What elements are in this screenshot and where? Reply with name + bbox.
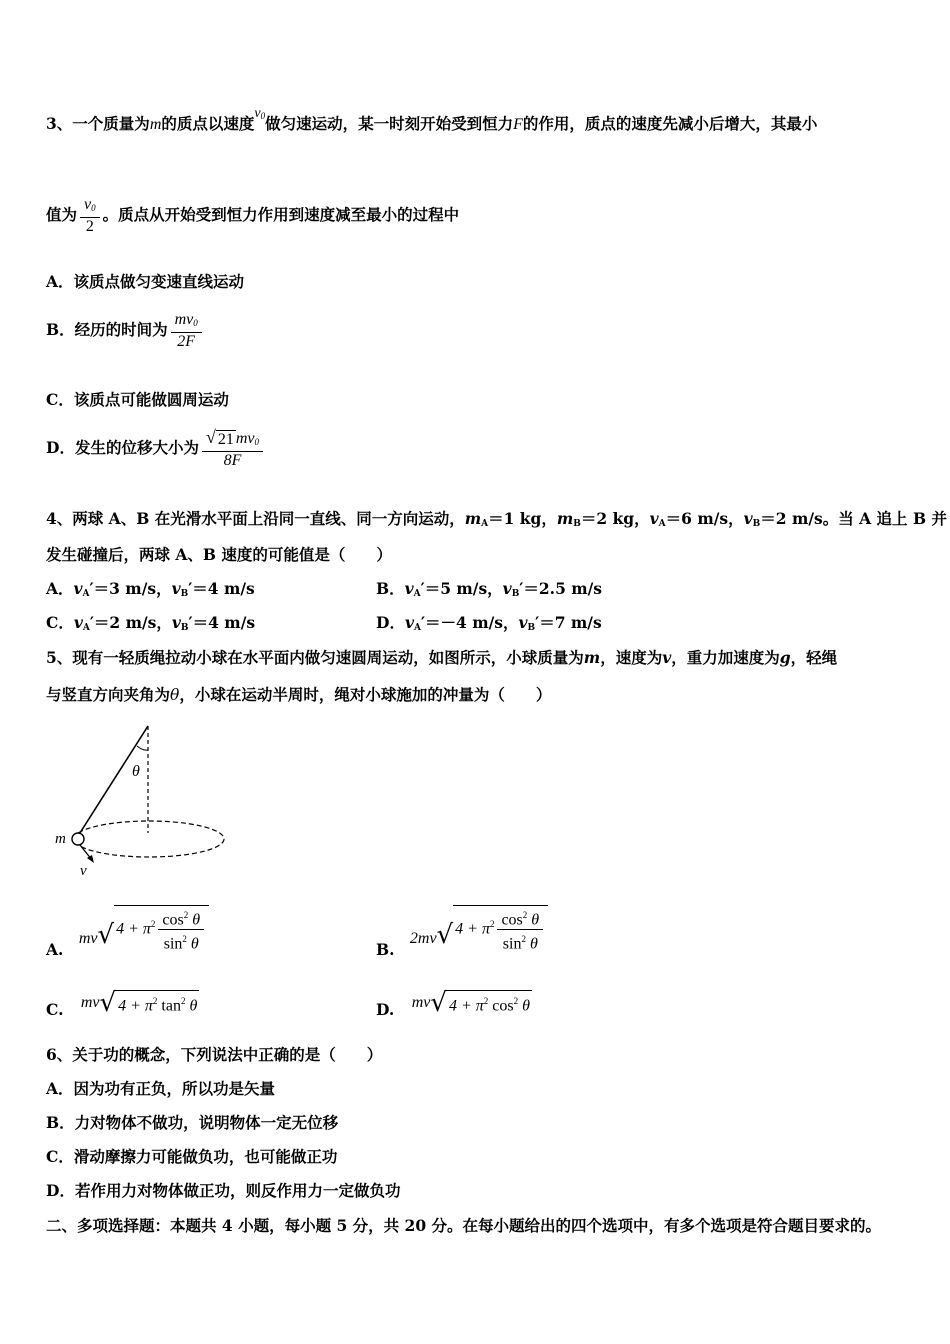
q4-option-d: D．$v_A'=-4$ m/s，$v_B'=7$ m/s	[376, 613, 602, 633]
rope	[78, 726, 148, 836]
q3-stem-line1: 3、一个质量为m的质点以速度$v_0$做匀速运动，某一时刻开始受到恒力F的作用，质点的速度先减小后增大，其最小	[46, 106, 818, 133]
q3-stem-line2: 值为 $\frac{v_0}{2}$ 。质点从开始受到恒力作用到速度减至最小的过程中	[46, 196, 460, 235]
v0-half-fraction: $\frac{v_0}{2}$	[80, 196, 100, 236]
q4-stem-line2: 发生碰撞后，两球 A、B 速度的可能值是（ ）	[46, 545, 392, 564]
q5-option-b: B. 2mv√ $4 + \pi^2$ $\frac{\cos^2 \theta}{\sin^2 \theta}$	[376, 905, 548, 954]
q5-option-c: C. mv√ $4 + \pi^2$ $\tan^2 \theta$	[46, 988, 198, 1020]
theta-label: θ	[132, 763, 140, 780]
q5-option-d: D. mv√ $4 + \pi^2$ $\cos^2 \theta$	[376, 988, 530, 1020]
q5-option-a: A. mv√ $4 + \pi^2$ $\frac{\cos^2 \theta}{\sin^2 \theta}$	[46, 905, 209, 954]
conical-pendulum-figure	[50, 718, 240, 883]
q6-option-d: D．若作用力对物体做正功，则反作用力一定做负功	[46, 1181, 401, 1200]
mass-label: m	[55, 831, 66, 847]
time-fraction: $\frac{mv_0}{2F}$	[171, 311, 202, 351]
q6-stem: 6、关于功的概念，下列说法中正确的是（ ）	[46, 1045, 383, 1064]
ball	[72, 833, 84, 845]
q5-stem-line1: 5、现有一轻质绳拉动小球在水平面内做匀速圆周运动，如图所示，小球质量为m，速度为v，重力加速度为g，轻绳	[46, 648, 838, 667]
q4-option-a: A．$v_A'=3$ m/s，$v_B'=4$ m/s	[46, 579, 255, 599]
velocity-arrowhead	[87, 855, 94, 863]
q6-option-c: C．滑动摩擦力可能做负功，也可能做正功	[46, 1147, 338, 1166]
angle-arc	[137, 746, 148, 750]
q6-option-b: B．力对物体不做功，说明物体一定无位移	[46, 1113, 339, 1132]
q3-option-c: C．该质点可能做圆周运动	[46, 390, 229, 409]
displacement-fraction: $\frac{√ 21 mv_0}{8F}$	[202, 428, 263, 470]
q3-option-d: D．发生的位移大小为 $\frac{√ 21 mv_0}{8F}$	[46, 428, 266, 470]
section-2-heading: 二、多项选择题：本题共 4 小题，每小题 5 分，共 20 分。在每小题给出的四个选项中，有多个选项是符合题目要求的。	[46, 1216, 882, 1235]
q5-stem-line2: 与竖直方向夹角为θ，小球在运动半周时，绳对小球施加的冲量为（ ）	[46, 685, 552, 704]
q4-option-c: C．$v_A'=2$ m/s，$v_B'=4$ m/s	[46, 613, 256, 633]
q4-stem-line1: 4、两球 A、B 在光滑水平面上沿同一直线、同一方向运动，$m_A=1$ kg，$m_B=2$ kg，$v_A=6$ m/s，$v_B=2$ m/s。当 A 追上 B 并	[46, 509, 947, 529]
q4-option-b: B．$v_A'=5$ m/s，$v_B'=2.5$ m/s	[376, 579, 603, 599]
q6-option-a: A．因为功有正负，所以功是矢量	[46, 1079, 276, 1098]
q3-option-a: A．该质点做匀变速直线运动	[46, 272, 245, 291]
v0-symbol: $v_0$	[254, 106, 266, 121]
q3-option-b: B．经历的时间为 $\frac{mv_0}{2F}$	[46, 311, 205, 351]
circular-path	[74, 821, 224, 857]
velocity-label: v	[80, 863, 87, 879]
